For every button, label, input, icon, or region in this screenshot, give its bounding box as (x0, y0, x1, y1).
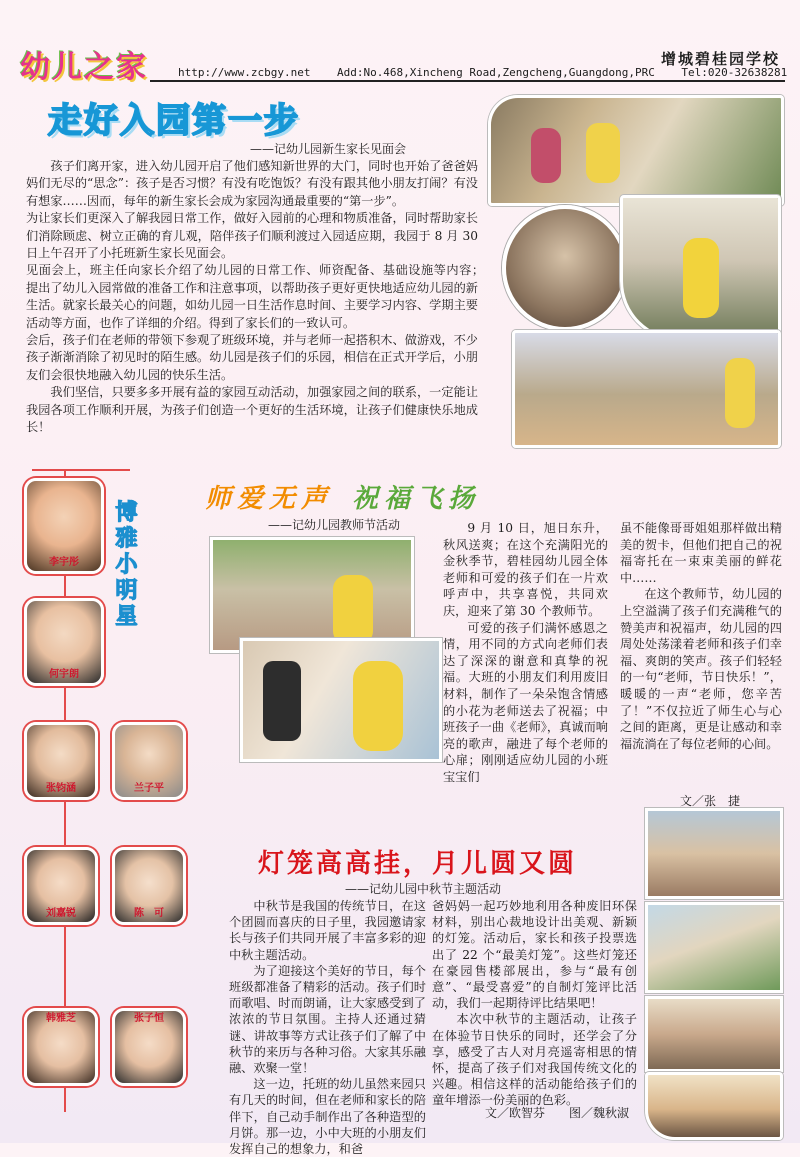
article3-byline: 文／欧智芬 图／魏秋淑 (485, 1106, 630, 1120)
paragraph: 为了迎接这个美好的节日，每个班级都准备了精彩的活动。孩子们时而歌唱、时而朗诵，让大家感受到了浓浓的节日氛围。主持人还通过猜谜、讲故事等方式让孩子们了解了中秋节的来历与各种习俗。大家其乐融融、欢聚一堂！ (229, 963, 426, 1076)
paragraph: 虽不能像哥哥姐姐那样做出精美的贺卡，但他们把自己的祝福寄托在一束束美丽的鲜花中…… (620, 521, 782, 585)
paragraph: 爸妈妈一起巧妙地利用各种废旧环保材料，别出心裁地设计出美观、新颖的灯笼。活动后，家长和孩子投票选出了 22 个“最美灯笼”。这些灯笼还在豪园售楼部展出，参与“最有创意”、“最受喜爱”的自制灯笼评比活动，我们一起期待评比结果吧！ (432, 899, 637, 1011)
masthead: 幼儿之家 (20, 50, 148, 85)
child-photo (24, 722, 98, 800)
phone-text: Tel:020-32638281 (681, 66, 788, 79)
paragraph: 9 月 10 日，旭日东升，秋风送爽；在这个充满阳光的金秋季节，碧桂园幼儿园全体老师和可爱的孩子们在一片欢呼声中，共享喜悦，共同欢庆，迎来了第 30 个教师节。 (443, 521, 608, 618)
child-name: 何宇朗 (49, 669, 79, 680)
article2-byline: 文／张 捷 (680, 794, 741, 808)
child-photo (112, 847, 186, 925)
child-photo (112, 722, 186, 800)
paragraph: 见面会上，班主任向家长介绍了幼儿园的日常工作、师资配备、基础设施等内容； 提出了幼儿入园常做的准备工作和注意事项，以帮助孩子更好更快地适应幼儿园的新生活。就家长最关心的问题，如幼儿园一日生活作息时间、主要学习内容、学期主要活动等方面，也作了详细的介绍。得到了家长们的一致认可。 (26, 263, 503, 330)
article2-title-b: 祝福飞扬 (352, 484, 481, 514)
paragraph: 会后，孩子们在老师的带领下参观了班级环境，并与老师一起搭积木、做游戏，不少孩子渐渐消除了初见时的陌生感。幼儿园是孩子们的乐园，相信在正式开学后，小朋友们会很快地融入幼儿园的快乐生活。 (26, 333, 478, 382)
school-name: 增城碧桂园学校 (660, 50, 780, 68)
child-photo (24, 478, 104, 574)
meeting-photo-2 (502, 205, 628, 331)
child-name: 张钧涵 (46, 783, 76, 794)
mid-autumn-photo-2 (645, 902, 783, 993)
paragraph: 这一边，托班的幼儿虽然来园只有几天的时间，但在老师和家长的陪伴下，自己动手制作出了各种造型的月饼。那一边，小中大班的小朋友们发挥自己的想象力，和爸 (229, 1077, 426, 1157)
meeting-photo-4 (512, 330, 781, 448)
child-photo (24, 598, 104, 686)
meeting-photo-3 (620, 195, 781, 341)
article1-title: 走好入园第一步 (48, 101, 300, 141)
paragraph: 本次中秋节的主题活动，让孩子在体验节日快乐的同时，还学会了分享，感受了古人对月亮遥寄相思的情怀，提高了孩子们对我国传统文化的兴趣。相信这样的活动能给孩子们的童年增添一份美丽的色彩。 (432, 1012, 637, 1108)
website-link[interactable]: http://www.zcbgy.net (178, 66, 311, 79)
child-photo (24, 1008, 98, 1086)
child-name: 李宇彤 (49, 557, 79, 568)
child-photo (24, 847, 98, 925)
contact-line (178, 66, 787, 79)
article1-body (26, 158, 503, 437)
paragraph: 中秋节是我国的传统节日，在这个团圆而喜庆的日子里，我园邀请家长与孩子们共同开展了丰富多彩的迎中秋主题活动。 (229, 899, 426, 962)
child-name: 陈 可 (134, 908, 164, 919)
address-text: Add:No.468,Xincheng Road,Zengcheng,Guangdong,PRC (336, 66, 655, 79)
paragraph: 可爱的孩子们满怀感恩之情，用不同的方式向老师们表达了深深的谢意和真挚的祝福。大班的小朋友们利用废旧材料，制作了一朵朵饱含情感的小花为老师送去了祝福；中班孩子一曲《老师》，真诚而响亮的歌声，融进了每个老师的心扉；刚刚适应幼儿园的小班宝宝们 (443, 620, 608, 784)
article3-subtitle: ——记幼儿园中秋节主题活动 (345, 882, 502, 896)
article2-title-a: 师爱无声 (205, 484, 334, 514)
sidebar-title: 博雅小明星 (112, 500, 138, 630)
mid-autumn-photo-3 (645, 996, 783, 1072)
header-rule (150, 80, 785, 82)
mid-autumn-photo-1 (645, 808, 783, 899)
article2-col1 (443, 520, 608, 786)
child-photo (112, 1008, 186, 1086)
child-name: 张子恒 (134, 1013, 164, 1024)
article3-title: 灯笼高高挂，月儿圆又圆 (258, 849, 578, 879)
article1-subtitle: ——记幼儿园新生家长见面会 (250, 142, 407, 156)
child-name: 兰子平 (134, 783, 164, 794)
paragraph: 我们坚信，只要多多开展有益的家园互动活动，加强家园之间的联系，一定能让我园各项工作顺利开展，为孩子们创造一个更好的生活环境，让孩子们健康快乐地成长！ (26, 385, 478, 435)
child-name: 韩雅芝 (46, 1013, 76, 1024)
teachers-day-photo-1 (210, 537, 414, 653)
mid-autumn-photo-4 (645, 1072, 783, 1140)
article3-col1 (229, 898, 426, 1157)
article3-col2 (432, 898, 637, 1109)
meeting-photo-1 (488, 95, 784, 206)
article2-subtitle: ——记幼儿园教师节活动 (268, 518, 401, 532)
paragraph: 孩子们离开家，进入幼儿园开启了他们感知新世界的大门，同时也开始了爸爸妈妈们无尽的“思念”：孩子是否习惯？有没有吃饱饭？有没有跟其他小朋友打闹？有没有想家……因而，每年的新生家长会成为家园沟通最重要的“第一步”。 (26, 159, 478, 208)
paragraph: 在这个教师节，幼儿园的上空溢满了孩子们充满稚气的赞美声和祝福声，幼儿园的四周处处荡漾着老师和孩子们幸福、爽朗的笑声。孩子们轻轻的一句“老师，节日快乐！”，暖暖的一声“老师，您辛苦了！”不仅拉近了师生心与心之间的距离，更是让感动和幸福流淌在了每位老师的心间。 (620, 587, 782, 751)
article2-col2 (620, 520, 782, 752)
teachers-day-photo-2 (240, 638, 442, 762)
paragraph: 为让家长们更深入了解我园日常工作，做好入园前的心理和物质准备，同时帮助家长们消除顾虑、树立正确的育儿观，陪伴孩子们顺利渡过入园适应期，我园于 8 月 30 日上午召开了小托班新生家长见面会。 (26, 211, 478, 261)
child-name: 刘嘉锐 (46, 908, 76, 919)
